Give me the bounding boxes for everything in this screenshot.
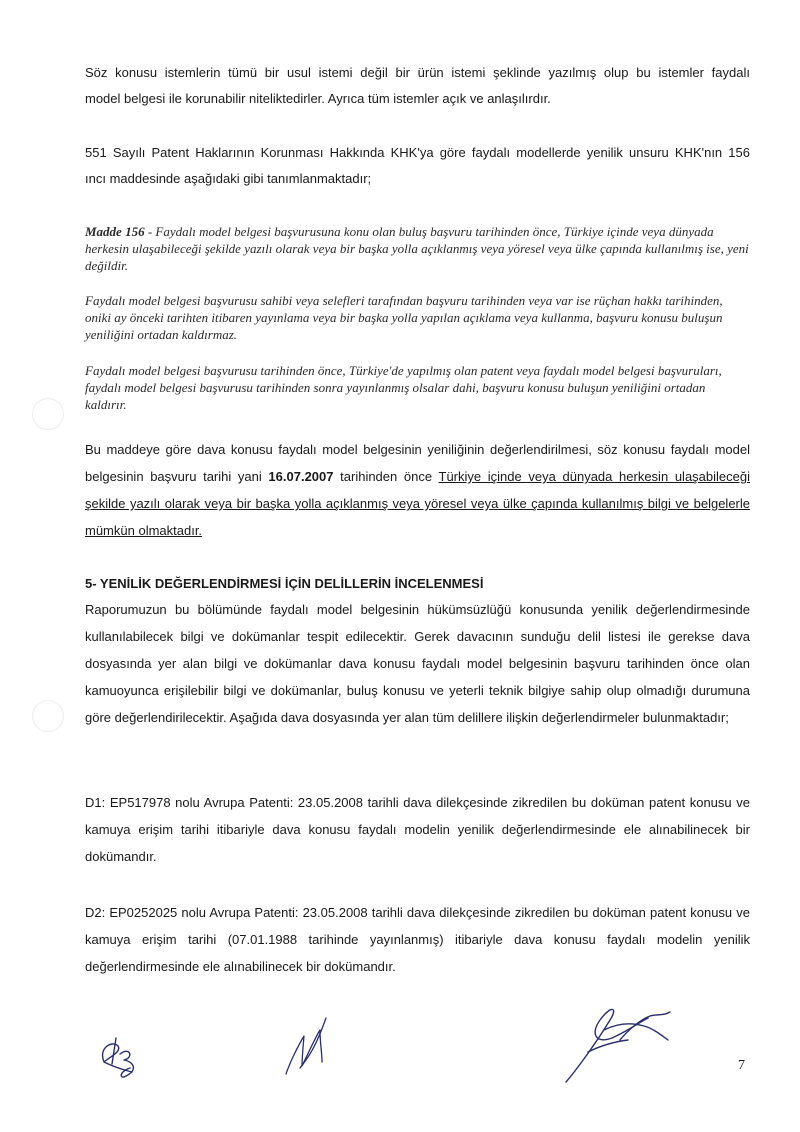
quote-article-156-label: Madde 156: [85, 224, 145, 239]
paragraph-claims-line-1: Söz konusu istemlerin tümü bir usul istemi değil bir ürün istemi şeklinde yazılmış olup bu istemler faydalı: [85, 65, 750, 80]
quote-article-156-text: - Faydalı model belgesi başvurusuna konu olan buluş başvuru tarihinden önce, Türkiye içinde veya dünyada herkesin ulaşabileceği şekilde yazılı olarak veya bir başka yolla açıklanmış veya yöresel veya ülke çapında kullanılmış ise, yeni değildir.: [85, 224, 749, 273]
evidence-d2-text: D2: EP0252025 nolu Avrupa Patenti: 23.05.2008 tarihli dava dilekçesinde zikredilen bu doküman patent konusu ve kamuya erişim tarihi (07.01.1988 tarihinde yayınlanmış) itibariyle dava konusu faydalı modelin yenilik değerlendirmesinde ele alınabilinecek bir dokümandır.: [85, 905, 750, 974]
evidence-d1-text: D1: EP517978 nolu Avrupa Patenti: 23.05.2008 tarihli dava dilekçesinde zikredilen bu doküman patent konusu ve kamuya erişim tarihi itibariyle dava konusu faydalı modelin yenilik değerlendirmesinde ele alınabilinecek bir dokümandır.: [85, 795, 750, 864]
application-date: 16.07.2007: [268, 469, 334, 484]
paragraph-evaluation-text: Bu maddeye göre dava konusu faydalı model belgesinin yeniliğinin değerlendirilmesi, söz konusu faydalı model belgesinin başvuru tarihi yani: [85, 442, 750, 484]
quote-grace-period-text: Faydalı model belgesi başvurusu sahibi veya selefleri tarafından başvuru tarihinden veya var ise rüçhan hakkı tarihinden, oniki ay önceki tarihten itibaren yayınlama veya bir başka yolla yapılan açıklama veya kullanma, başvuru konusu buluşun yeniliğini ortadan kaldırmaz.: [85, 293, 723, 342]
signature-3-icon: [566, 1009, 670, 1082]
page-number: 7: [738, 1058, 745, 1073]
paragraph-section-intro-text: Raporumuzun bu bölümünde faydalı model belgesinin hükümsüzlüğü konusunda yenilik değerlendirmesinde kullanılabilecek bilgi ve dokümanlar tespit edilecektir. Gerek davacının sunduğu delil listesi ile gerekse dava dosyasında yer alan bilgi ve dokümanlar dava konusu faydalı model belgesinin başvuru tarihinden önce olan kamuoyunca erişilebilir bilgi ve dokümanlar, buluş konusu ve yeterli teknik bilgiye sahip olup olmadığı durumuna göre değerlendirilecektir. Aşağıda dava dosyasında yer alan tüm delillere ilişkin değerlendirmeler bulunmaktadır;: [85, 602, 750, 725]
section-heading: 5- YENİLİK DEĞERLENDİRMESİ İÇİN DELİLLERİN İNCELENMESİ: [85, 576, 484, 591]
paragraph-evaluation-underlined: Türkiye içinde veya dünyada herkesin ulaşabileceği şekilde yazılı olarak veya bir başka yolla açıklanmış veya yöresel veya ülke çapında kullanılmış bilgi ve belgelerle mümkün olmaktadır.: [85, 469, 750, 538]
signature-1-icon: [103, 1038, 134, 1077]
signature-2-icon: [286, 1018, 326, 1074]
paragraph-evaluation-mid: tarihinden önce: [333, 469, 439, 484]
paragraph-claims-line-2: model belgesi ile korunabilir niteliktedirler. Ayrıca tüm istemler açık ve anlaşılırdır.: [85, 91, 551, 106]
quote-prior-applications-text: Faydalı model belgesi başvurusu tarihinden önce, Türkiye'de yapılmış olan patent veya faydalı model belgesi başvuruları, faydalı model belgesi başvurusu tarihinden sonra yayınlanmış olsalar dahi, başvuru konusu buluşun yeniliğini ortadan kaldırır.: [85, 363, 722, 412]
paragraph-khk-line-2: ıncı maddesinde aşağıdaki gibi tanımlanmaktadır;: [85, 171, 372, 186]
paragraph-khk-line-1: 551 Sayılı Patent Haklarının Korunması Hakkında KHK'ya göre faydalı modellerde yenilik unsuru KHK'nın 156: [85, 145, 750, 160]
